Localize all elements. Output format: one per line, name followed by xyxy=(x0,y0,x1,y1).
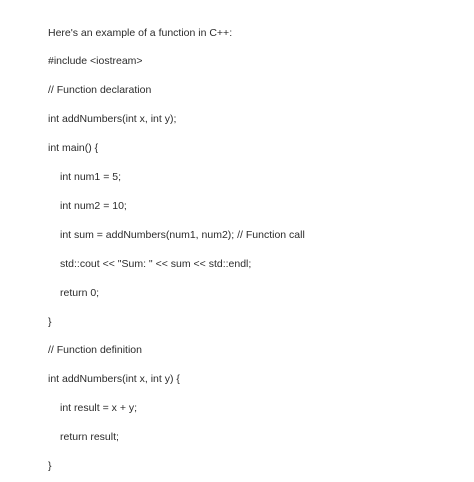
code-line-return-result: return result; xyxy=(60,431,119,443)
code-line-sum: int sum = addNumbers(num1, num2); // Function call xyxy=(60,229,305,241)
intro-text: Here's an example of a function in C++: xyxy=(48,27,233,39)
function-definition: int addNumbers(int x, int y) { xyxy=(48,373,180,385)
main-close: } xyxy=(48,316,52,328)
function-close: } xyxy=(48,460,52,472)
code-line-result: int result = x + y; xyxy=(60,402,138,414)
main-open: int main() { xyxy=(48,142,99,154)
comment-definition: // Function definition xyxy=(48,344,142,356)
code-line-return: return 0; xyxy=(60,287,100,299)
code-line-num2: int num2 = 10; xyxy=(60,200,127,212)
function-declaration: int addNumbers(int x, int y); xyxy=(48,113,177,125)
code-line-cout: std::cout << "Sum: " << sum << std::endl; xyxy=(60,258,252,270)
code-line-num1: int num1 = 5; xyxy=(60,171,121,183)
include-line: #include <iostream> xyxy=(48,55,143,67)
comment-declaration: // Function declaration xyxy=(48,84,152,96)
